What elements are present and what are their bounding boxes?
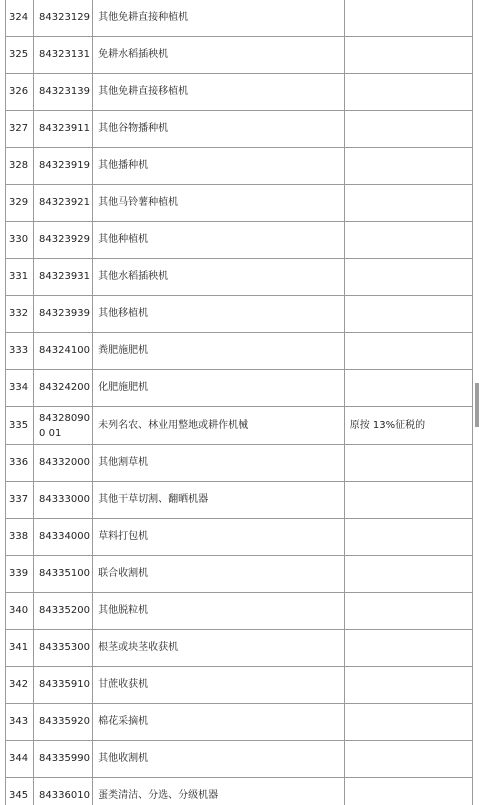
item-note: [344, 704, 472, 741]
table-row: [6, 778, 473, 805]
tariff-code-table-container: [5, 0, 473, 805]
table-row: [6, 333, 473, 370]
row-number: 338: [6, 519, 34, 556]
item-name: 其他种植机: [93, 222, 345, 259]
hs-code: 84323919: [34, 148, 93, 185]
table-row: [6, 407, 473, 445]
row-number: 332: [6, 296, 34, 333]
item-note: [344, 630, 472, 667]
row-number: 328: [6, 148, 34, 185]
item-note: [344, 259, 472, 296]
item-name: 其他收割机: [93, 741, 345, 778]
item-name: 蛋类清洁、分选、分级机器: [93, 778, 345, 805]
item-name: 其他脱粒机: [93, 593, 345, 630]
item-name: 棉花采摘机: [93, 704, 345, 741]
table-row: [6, 556, 473, 593]
hs-code: 84334000: [34, 519, 93, 556]
item-note: 原按 13%征税的: [344, 407, 472, 445]
hs-code: 84324200: [34, 370, 93, 407]
item-name: 化肥施肥机: [93, 370, 345, 407]
row-number: 330: [6, 222, 34, 259]
table-row: [6, 74, 473, 111]
item-name: 未列名农、林业用整地或耕作机械: [93, 407, 345, 445]
row-number: 343: [6, 704, 34, 741]
item-note: [344, 333, 472, 370]
table-row: [6, 0, 473, 37]
item-name: 其他免耕直接移植机: [93, 74, 345, 111]
hs-code: 84323911: [34, 111, 93, 148]
row-number: 344: [6, 741, 34, 778]
hs-code: 84323929: [34, 222, 93, 259]
item-name: 粪肥施肥机: [93, 333, 345, 370]
table-row: [6, 667, 473, 704]
table-row: [6, 259, 473, 296]
hs-code: 84323939: [34, 296, 93, 333]
item-note: [344, 519, 472, 556]
row-number: 334: [6, 370, 34, 407]
item-name: 草料打包机: [93, 519, 345, 556]
item-note: [344, 148, 472, 185]
table-row: [6, 296, 473, 333]
item-note: [344, 37, 472, 74]
hs-code: 84335100: [34, 556, 93, 593]
item-note: [344, 111, 472, 148]
item-name: 其他谷物播种机: [93, 111, 345, 148]
row-number: 342: [6, 667, 34, 704]
item-name: 其他移植机: [93, 296, 345, 333]
row-number: 345: [6, 778, 34, 805]
tariff-code-table: [5, 0, 473, 805]
hs-code: 84333000: [34, 482, 93, 519]
item-note: [344, 445, 472, 482]
item-name: 其他割草机: [93, 445, 345, 482]
hs-code: 84323129: [34, 0, 93, 37]
hs-code: 84323931: [34, 259, 93, 296]
row-number: 329: [6, 185, 34, 222]
row-number: 324: [6, 0, 34, 37]
row-number: 341: [6, 630, 34, 667]
item-name: 其他播种机: [93, 148, 345, 185]
item-name: 免耕水稻插秧机: [93, 37, 345, 74]
item-name: 其他干草切割、翻晒机器: [93, 482, 345, 519]
item-note: [344, 370, 472, 407]
row-number: 325: [6, 37, 34, 74]
table-row: [6, 222, 473, 259]
item-note: [344, 185, 472, 222]
table-row: [6, 519, 473, 556]
hs-code: 843280900 01: [34, 407, 93, 445]
item-note: [344, 74, 472, 111]
table-row: [6, 185, 473, 222]
hs-code: 84335910: [34, 667, 93, 704]
item-note: [344, 0, 472, 37]
item-name: 联合收割机: [93, 556, 345, 593]
table-row: [6, 148, 473, 185]
hs-code: 84335200: [34, 593, 93, 630]
row-number: 336: [6, 445, 34, 482]
hs-code: 84323921: [34, 185, 93, 222]
hs-code: 84324100: [34, 333, 93, 370]
item-name: 其他马铃薯种植机: [93, 185, 345, 222]
row-number: 340: [6, 593, 34, 630]
item-note: [344, 556, 472, 593]
row-number: 335: [6, 407, 34, 445]
row-number: 333: [6, 333, 34, 370]
table-row: [6, 704, 473, 741]
item-note: [344, 482, 472, 519]
hs-code: 84336010: [34, 778, 93, 805]
table-row: [6, 111, 473, 148]
item-note: [344, 593, 472, 630]
hs-code: 84335990: [34, 741, 93, 778]
hs-code: 84335920: [34, 704, 93, 741]
row-number: 331: [6, 259, 34, 296]
table-row: [6, 630, 473, 667]
item-name: 根茎或块茎收获机: [93, 630, 345, 667]
item-name: 其他水稻插秧机: [93, 259, 345, 296]
row-number: 339: [6, 556, 34, 593]
table-row: [6, 741, 473, 778]
row-number: 326: [6, 74, 34, 111]
table-row: [6, 370, 473, 407]
row-number: 327: [6, 111, 34, 148]
item-note: [344, 778, 472, 805]
row-number: 337: [6, 482, 34, 519]
item-note: [344, 667, 472, 704]
hs-code: 84323131: [34, 37, 93, 74]
item-note: [344, 222, 472, 259]
hs-code: 84332000: [34, 445, 93, 482]
item-name: 甘蔗收获机: [93, 667, 345, 704]
item-note: [344, 741, 472, 778]
hs-code: 84335300: [34, 630, 93, 667]
table-row: [6, 482, 473, 519]
hs-code: 84323139: [34, 74, 93, 111]
item-note: [344, 296, 472, 333]
item-name: 其他免耕直接种植机: [93, 0, 345, 37]
table-row: [6, 445, 473, 482]
table-row: [6, 37, 473, 74]
table-row: [6, 593, 473, 630]
scrollbar-thumb[interactable]: [475, 383, 479, 427]
table-body: [6, 0, 473, 805]
